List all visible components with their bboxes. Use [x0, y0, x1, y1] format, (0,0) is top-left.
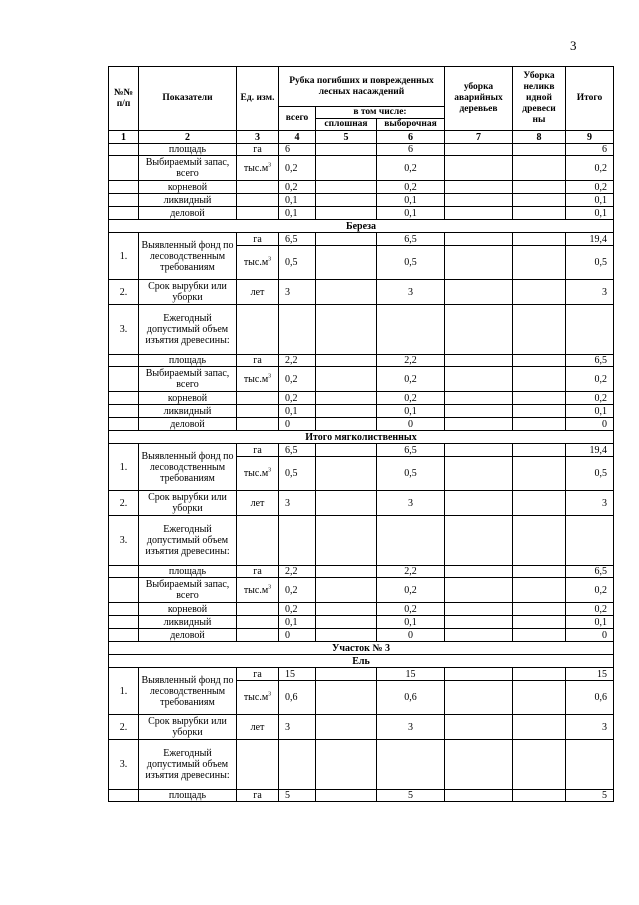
page-number: 3	[570, 38, 577, 53]
col-number: 5	[316, 131, 377, 144]
value-cell: 5	[377, 790, 445, 802]
section-softwood-total: Итого мягколиственных	[109, 431, 614, 444]
value-cell: 15	[377, 668, 445, 681]
value-cell: 2,2	[377, 355, 445, 367]
header-result: Итого	[566, 67, 614, 131]
table-row	[109, 156, 614, 181]
root-label: корневой	[139, 181, 237, 194]
table-row	[109, 668, 614, 681]
unit-cell: га	[237, 668, 279, 681]
business-label: деловой	[139, 629, 237, 642]
table-row	[109, 233, 614, 246]
value-cell: 0,5	[279, 457, 316, 491]
value-cell: 2,2	[377, 566, 445, 578]
col-number: 6	[377, 131, 445, 144]
root-label: корневой	[139, 603, 237, 616]
fund-label: Выявленный фонд по лесоводственным требованиям	[139, 668, 237, 715]
unit-cell: лет	[237, 715, 279, 740]
value-cell: 0,1	[279, 616, 316, 629]
felling-table	[108, 66, 614, 802]
unit-cell: га	[237, 144, 279, 156]
table-row	[109, 444, 614, 457]
header-clear: сплошная	[316, 119, 377, 131]
table-row	[109, 629, 614, 642]
unit-cell: га	[237, 444, 279, 457]
value-cell: 0	[566, 629, 614, 642]
fund-label: Выявленный фонд по лесоводственным требованиям	[139, 233, 237, 280]
value-cell: 19,4	[566, 444, 614, 457]
header-felling-group: Рубка погибших и поврежденных лесных насаждений	[279, 67, 445, 107]
term-label: Срок вырубки или уборки	[139, 491, 237, 516]
value-cell: 0	[279, 418, 316, 431]
stock-label: Выбираемый запас, всего	[139, 367, 237, 392]
unit-cell: га	[237, 566, 279, 578]
value-cell: 6,5	[279, 444, 316, 457]
value-cell: 3	[377, 280, 445, 305]
table-row	[109, 578, 614, 603]
annual-label: Ежегодный допустимый объем изъятия древесины:	[139, 516, 237, 566]
value-cell: 0,1	[566, 194, 614, 207]
value-cell: 0,6	[279, 681, 316, 715]
value-cell: 5	[566, 790, 614, 802]
header-including: в том числе:	[316, 107, 445, 119]
value-cell: 3	[279, 280, 316, 305]
unit-cell: $тыс.м^3$	[237, 367, 279, 392]
value-cell: 0,2	[377, 578, 445, 603]
col-number: 4	[279, 131, 316, 144]
value-cell: 6,5	[377, 233, 445, 246]
table-row	[109, 603, 614, 616]
row-number: 1.	[109, 444, 139, 491]
header-emergency: уборка аварийных деревьев	[445, 67, 513, 131]
value-cell: 0,2	[279, 156, 316, 181]
section-spruce: Ель	[109, 655, 614, 668]
stock-label: Выбираемый запас, всего	[139, 156, 237, 181]
value-cell: 0	[566, 418, 614, 431]
value-cell: 3	[377, 715, 445, 740]
value-cell: 6,5	[377, 444, 445, 457]
business-label: деловой	[139, 418, 237, 431]
table-row	[109, 181, 614, 194]
value-cell: 0,2	[377, 367, 445, 392]
row-number: 1.	[109, 668, 139, 715]
table-row	[109, 207, 614, 220]
value-cell: 3	[566, 715, 614, 740]
value-cell: 0,1	[566, 405, 614, 418]
liquid-label: ликвидный	[139, 405, 237, 418]
value-cell: 3	[566, 280, 614, 305]
value-cell: 0,1	[377, 194, 445, 207]
value-cell: 0,1	[377, 405, 445, 418]
value-cell: 3	[377, 491, 445, 516]
value-cell: 0,2	[377, 181, 445, 194]
unit-cell: лет	[237, 280, 279, 305]
table-row	[109, 392, 614, 405]
area-label: площадь	[139, 566, 237, 578]
value-cell: 5	[279, 790, 316, 802]
value-cell: 15	[279, 668, 316, 681]
value-cell: 0,2	[377, 156, 445, 181]
unit-cell: га	[237, 233, 279, 246]
annual-label: Ежегодный допустимый объем изъятия древесины:	[139, 305, 237, 355]
value-cell: 0,6	[566, 681, 614, 715]
value-cell: 0,5	[377, 246, 445, 280]
header-illiquid: Уборка неликв идной древеси ны	[513, 67, 566, 131]
value-cell: 0,2	[377, 392, 445, 405]
stock-label: Выбираемый запас, всего	[139, 578, 237, 603]
table-row	[109, 355, 614, 367]
value-cell: 6	[279, 144, 316, 156]
table-row	[109, 491, 614, 516]
col-number: 1	[109, 131, 139, 144]
value-cell: 0	[279, 629, 316, 642]
value-cell: 2,2	[279, 566, 316, 578]
value-cell: 0,2	[279, 603, 316, 616]
value-cell: 0,5	[566, 246, 614, 280]
col-number: 3	[237, 131, 279, 144]
term-label: Срок вырубки или уборки	[139, 280, 237, 305]
value-cell: 0,6	[377, 681, 445, 715]
value-cell: 0,5	[279, 246, 316, 280]
table-row	[109, 715, 614, 740]
header-unit: Ед. изм.	[237, 67, 279, 131]
value-cell: 0,2	[566, 156, 614, 181]
col-number: 9	[566, 131, 614, 144]
value-cell: 0,2	[566, 367, 614, 392]
row-number: 2.	[109, 280, 139, 305]
value-cell: 6	[377, 144, 445, 156]
area-label: площадь	[139, 355, 237, 367]
header-indicators: Показатели	[139, 67, 237, 131]
row-number: 1.	[109, 233, 139, 280]
value-cell: 15	[566, 668, 614, 681]
value-cell: 0,2	[279, 367, 316, 392]
table-row	[109, 367, 614, 392]
table-row	[109, 616, 614, 629]
value-cell: 2,2	[279, 355, 316, 367]
value-cell: 3	[566, 491, 614, 516]
area-label: площадь	[139, 144, 237, 156]
table-row	[109, 144, 614, 156]
header-total: всего	[279, 107, 316, 131]
value-cell: 19,4	[566, 233, 614, 246]
table-row	[109, 418, 614, 431]
area-label: площадь	[139, 790, 237, 802]
value-cell: 0,1	[566, 207, 614, 220]
term-label: Срок вырубки или уборки	[139, 715, 237, 740]
unit-cell: $тыс.м^3$	[237, 681, 279, 715]
table-row	[109, 405, 614, 418]
business-label: деловой	[139, 207, 237, 220]
row-number: 2.	[109, 715, 139, 740]
value-cell: 0,2	[566, 181, 614, 194]
section-plot-3: Участок № 3	[109, 642, 614, 655]
header-selective: выборочная	[377, 119, 445, 131]
table-row	[109, 566, 614, 578]
unit-cell: лет	[237, 491, 279, 516]
value-cell: 0	[377, 418, 445, 431]
unit-cell: $тыс.м^3$	[237, 246, 279, 280]
table-row	[109, 740, 614, 790]
value-cell: 3	[279, 491, 316, 516]
annual-label: Ежегодный допустимый объем изъятия древесины:	[139, 740, 237, 790]
value-cell: 0,2	[566, 392, 614, 405]
table-row	[109, 194, 614, 207]
col-number: 2	[139, 131, 237, 144]
value-cell: 0,2	[566, 603, 614, 616]
unit-cell: га	[237, 790, 279, 802]
header-num: №№ п/п	[109, 67, 139, 131]
root-label: корневой	[139, 392, 237, 405]
value-cell: 0,5	[377, 457, 445, 491]
table-row	[109, 790, 614, 802]
value-cell: 0,1	[377, 207, 445, 220]
section-birch: Береза	[109, 220, 614, 233]
liquid-label: ликвидный	[139, 194, 237, 207]
value-cell: 0,1	[279, 207, 316, 220]
value-cell: 0,2	[566, 578, 614, 603]
value-cell: 0,2	[377, 603, 445, 616]
liquid-label: ликвидный	[139, 616, 237, 629]
row-number: 3.	[109, 305, 139, 355]
value-cell: 0,2	[279, 578, 316, 603]
row-number: 2.	[109, 491, 139, 516]
table-row	[109, 280, 614, 305]
unit-cell: $тыс.м^3$	[237, 156, 279, 181]
value-cell: 6,5	[566, 566, 614, 578]
col-number: 8	[513, 131, 566, 144]
value-cell: 0	[377, 629, 445, 642]
value-cell: 0,2	[279, 392, 316, 405]
unit-cell: га	[237, 355, 279, 367]
value-cell: 6,5	[566, 355, 614, 367]
unit-cell: $тыс.м^3$	[237, 578, 279, 603]
row-number: 3.	[109, 740, 139, 790]
value-cell: 0,1	[279, 194, 316, 207]
table-row	[109, 305, 614, 355]
row-number: 3.	[109, 516, 139, 566]
value-cell: 6,5	[279, 233, 316, 246]
value-cell: 0,1	[377, 616, 445, 629]
fund-label: Выявленный фонд по лесоводственным требованиям	[139, 444, 237, 491]
unit-cell: $тыс.м^3$	[237, 457, 279, 491]
value-cell: 0,2	[279, 181, 316, 194]
value-cell: 3	[279, 715, 316, 740]
table-row	[109, 516, 614, 566]
value-cell: 0,1	[279, 405, 316, 418]
value-cell: 6	[566, 144, 614, 156]
value-cell: 0,1	[566, 616, 614, 629]
value-cell: 0,5	[566, 457, 614, 491]
col-number: 7	[445, 131, 513, 144]
